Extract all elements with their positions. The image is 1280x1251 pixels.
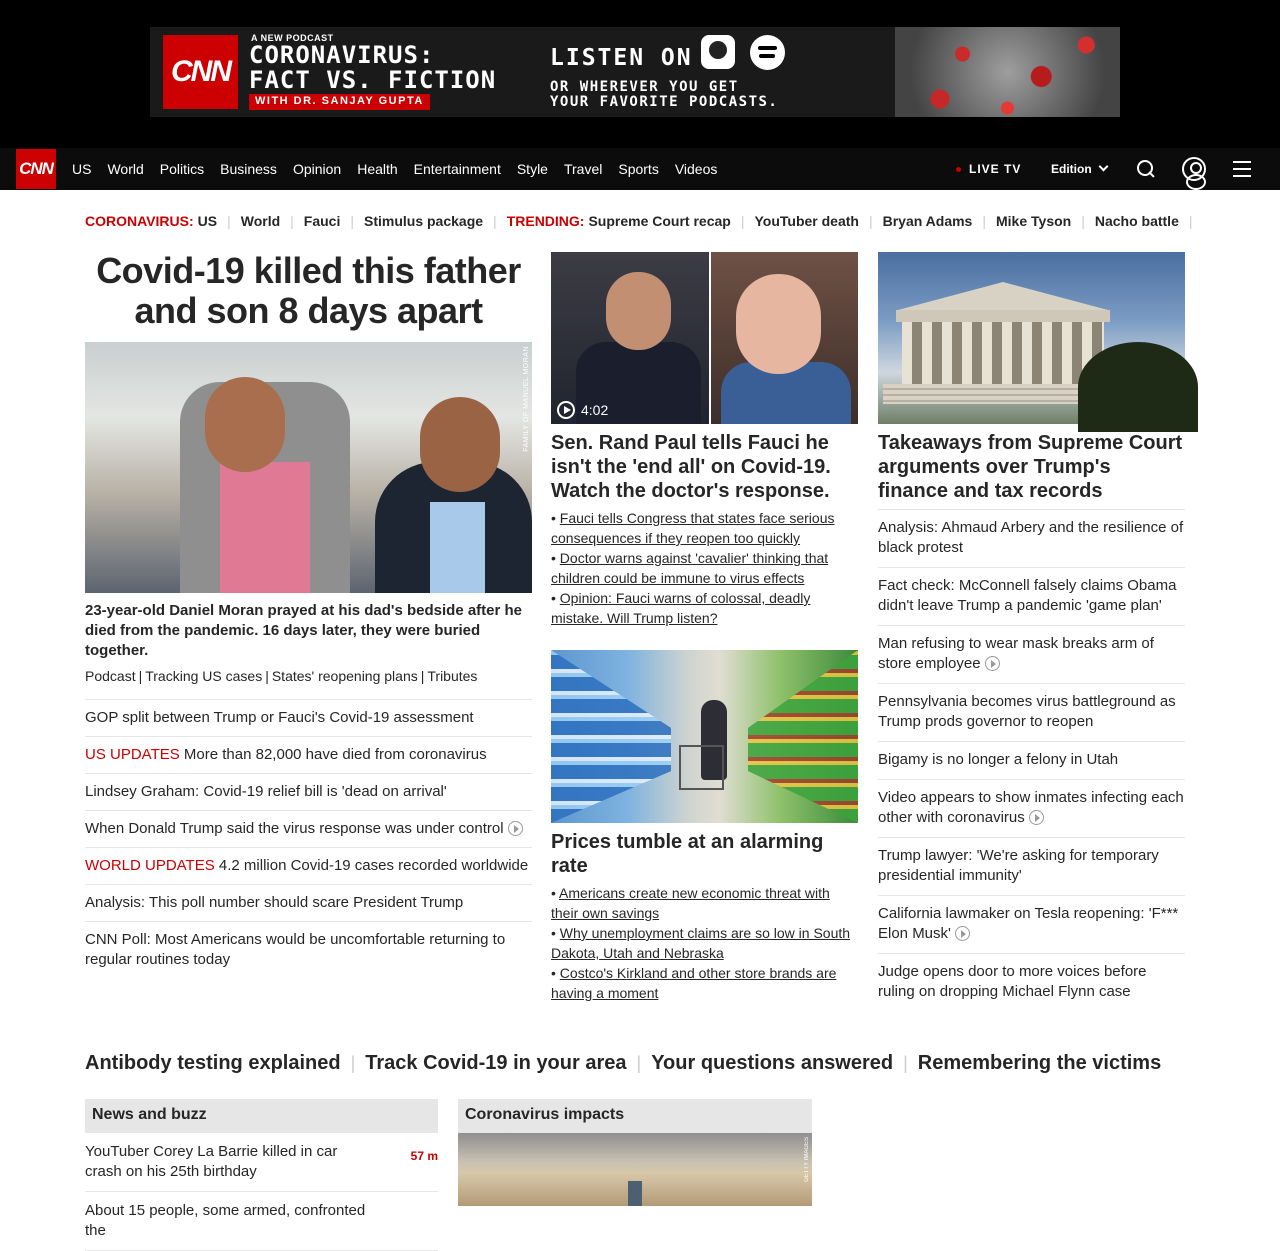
ad-sub-line1: OR WHEREVER YOU GET	[550, 79, 739, 95]
link-tracking-us-cases[interactable]: Tracking US cases	[145, 668, 263, 684]
trend-link-world[interactable]: World	[240, 213, 281, 229]
divider: |	[740, 213, 745, 229]
ad-cnn-logo: CNN	[163, 35, 238, 109]
trend-link-mike-tyson[interactable]: Mike Tyson	[996, 213, 1072, 229]
ad-kicker: A NEW PODCAST	[251, 33, 334, 43]
trend-link-nacho-battle[interactable]: Nacho battle	[1094, 213, 1179, 229]
bullet-link[interactable]: • Americans create new economic threat with their own savings	[551, 885, 830, 921]
divider: |	[982, 213, 986, 229]
video-play-icon	[508, 821, 523, 836]
ad-virus-image	[895, 27, 1120, 117]
nav-link-us[interactable]: US	[72, 161, 92, 177]
strip-link-track[interactable]: Track Covid-19 in your area	[365, 1051, 627, 1074]
list-item[interactable]: YouTuber Corey La Barrie killed in car crash on his 25th birthday 57 m	[85, 1133, 438, 1192]
lead-subhead[interactable]: 23-year-old Daniel Moran prayed at his dad's bedside after he died from the pandemic. 16 days later, they were buried together.	[85, 602, 523, 659]
divider: |	[290, 213, 294, 229]
covid-links-strip: Antibody testing explained | Track Covid-19 in your area | Your questions answered | Remembering the victims	[85, 1051, 1162, 1074]
supreme-court-headline[interactable]: Takeaways from Supreme Court arguments over Trump's finance and tax records	[878, 432, 1183, 502]
nav-link-travel[interactable]: Travel	[563, 161, 603, 177]
lead-story-list	[85, 699, 532, 978]
rand-paul-fauci-video[interactable]	[551, 252, 858, 424]
strip-link-victims[interactable]: Remembering the victims	[917, 1051, 1162, 1074]
trend-link-youtuber[interactable]: YouTuber death	[754, 213, 859, 229]
ad-sub-line2: YOUR FAVORITE PODCASTS.	[550, 94, 779, 110]
list-item[interactable]: California lawmaker on Tesla reopening: 'F*** Elon Musk'	[878, 895, 1185, 953]
list-item[interactable]: WORLD UPDATES 4.2 million Covid-19 cases recorded worldwide	[85, 847, 532, 884]
nav-link-world[interactable]: World	[107, 161, 144, 177]
nav-link-entertainment[interactable]: Entertainment	[413, 161, 501, 177]
list-item[interactable]: Analysis: This poll number should scare President Trump	[85, 884, 532, 921]
live-dot-icon	[956, 167, 961, 172]
list-item[interactable]: Analysis: Ahmaud Arbery and the resilience of black protest	[878, 509, 1185, 567]
spotify-icon	[750, 35, 785, 70]
video-play-icon	[985, 656, 1000, 671]
rand-paul-headline[interactable]: Sen. Rand Paul tells Fauci he isn't the 'end all' on Covid-19. Watch the doctor's response.	[551, 432, 831, 502]
list-item[interactable]: When Donald Trump said the virus response was under control	[85, 810, 532, 847]
lead-image[interactable]	[85, 342, 532, 593]
nav-link-opinion[interactable]: Opinion	[292, 161, 342, 177]
live-tv-button[interactable]	[956, 162, 1021, 176]
nav-link-health[interactable]: Health	[357, 161, 398, 177]
ad-host: WITH DR. SANJAY GUPTA	[249, 94, 430, 110]
list-item[interactable]: US UPDATES More than 82,000 have died from coronavirus	[85, 736, 532, 773]
nav-links	[72, 148, 733, 190]
strip-link-questions[interactable]: Your questions answered	[651, 1051, 894, 1074]
cnn-logo[interactable]: CNN	[16, 149, 56, 189]
divider: |	[493, 213, 497, 229]
link-podcast[interactable]: Podcast	[85, 668, 136, 684]
image-credit: FAMILY OF MANUEL MORAN	[523, 346, 530, 452]
trend-link-supreme-court[interactable]: Supreme Court recap	[588, 213, 731, 229]
coronavirus-impacts-image[interactable]	[458, 1133, 812, 1206]
nav-link-style[interactable]: Style	[516, 161, 548, 177]
timestamp: 57 m	[410, 1149, 438, 1163]
world-updates-kicker: WORLD UPDATES	[85, 857, 215, 874]
bullet-link[interactable]: • Costco's Kirkland and other store brands are having a moment	[551, 965, 837, 1001]
list-item[interactable]: GOP split between Trump or Fauci's Covid-19 assessment	[85, 699, 532, 736]
list-item[interactable]: Pennsylvania becomes virus battleground as Trump prods governor to reopen	[878, 683, 1185, 741]
divider: |	[227, 213, 231, 229]
supreme-court-image[interactable]	[878, 252, 1185, 424]
video-duration-badge: 4:02	[557, 401, 608, 419]
col3-story-list	[878, 509, 1185, 1011]
lead-headline[interactable]: Covid-19 killed this father and son 8 days apart	[96, 250, 521, 331]
image-credit: GETTY IMAGES	[804, 1137, 810, 1182]
list-item[interactable]: Trump lawyer: 'We're asking for temporary presidential immunity'	[878, 837, 1185, 895]
rand-paul-bullets	[551, 508, 858, 628]
link-reopening-plans[interactable]: States' reopening plans	[271, 668, 418, 684]
list-item[interactable]: Video appears to show inmates infecting each other with coronavirus	[878, 779, 1185, 837]
strip-link-antibody[interactable]: Antibody testing explained	[85, 1051, 341, 1074]
edition-label: Edition	[1051, 162, 1092, 176]
chevron-down-icon	[1098, 162, 1108, 172]
apple-podcasts-icon	[701, 35, 735, 69]
list-item[interactable]: Lindsey Graham: Covid-19 relief bill is 'dead on arrival'	[85, 773, 532, 810]
lead-related-links: Podcast | Tracking US cases | States' reopening plans | Tributes	[85, 668, 478, 684]
news-and-buzz-list	[85, 1133, 438, 1251]
divider: |	[1188, 213, 1193, 229]
video-play-icon	[1029, 810, 1044, 825]
ad-title-line2: FACT VS. FICTION	[249, 66, 497, 94]
trending-label: TRENDING:	[506, 213, 585, 229]
divider: |	[1081, 213, 1085, 229]
us-updates-kicker: US UPDATES	[85, 746, 180, 763]
nav-link-sports[interactable]: Sports	[618, 161, 659, 177]
list-item[interactable]: Fact check: McConnell falsely claims Obama didn't leave Trump a pandemic 'game plan'	[878, 567, 1185, 625]
trending-bar	[85, 211, 1203, 231]
list-item[interactable]: Bigamy is no longer a felony in Utah	[878, 741, 1185, 779]
edition-dropdown[interactable]	[1051, 162, 1107, 176]
bullet-link[interactable]: • Doctor warns against 'cavalier' thinking that children could be immune to virus effects	[551, 550, 829, 586]
trend-link-us[interactable]: US	[197, 213, 218, 229]
search-icon[interactable]	[1137, 160, 1155, 178]
ad-listen-on: LISTEN ON	[550, 45, 693, 71]
ad-title-line1: CORONAVIRUS:	[249, 41, 435, 69]
list-item[interactable]: About 15 people, some armed, confronted the	[85, 1192, 438, 1251]
trend-link-bryan-adams[interactable]: Bryan Adams	[882, 213, 973, 229]
bullet-link[interactable]: • Fauci tells Congress that states face serious consequences if they reopen too quickly	[551, 510, 835, 546]
trend-link-fauci[interactable]: Fauci	[303, 213, 341, 229]
bullet-link[interactable]: • Why unemployment claims are so low in South Dakota, Utah and Nebraska	[551, 925, 851, 961]
coronavirus-label: CORONAVIRUS:	[85, 213, 194, 229]
list-item[interactable]: Judge opens door to more voices before ruling on dropping Michael Flynn case	[878, 953, 1185, 1011]
grocery-aisle-image[interactable]	[551, 650, 858, 823]
nav-link-politics[interactable]: Politics	[159, 161, 205, 177]
top-nav	[0, 148, 1280, 190]
list-item[interactable]: CNN Poll: Most Americans would be uncomfortable returning to regular routines today	[85, 921, 532, 978]
coronavirus-impacts-header: Coronavirus impacts	[458, 1099, 812, 1133]
ad-banner-area	[0, 0, 1280, 148]
divider: |	[350, 213, 354, 229]
list-item[interactable]: Man refusing to wear mask breaks arm of store employee	[878, 625, 1185, 683]
play-icon	[557, 401, 575, 419]
trend-link-stimulus[interactable]: Stimulus package	[364, 213, 484, 229]
live-tv-label: LIVE TV	[969, 162, 1022, 176]
nav-link-videos[interactable]: Videos	[674, 161, 718, 177]
link-tributes[interactable]: Tributes	[427, 668, 478, 684]
hamburger-menu-icon[interactable]	[1233, 161, 1251, 177]
prices-headline[interactable]: Prices tumble at an alarming rate	[551, 831, 824, 877]
podcast-ad[interactable]	[150, 27, 1120, 117]
user-account-icon[interactable]	[1182, 157, 1206, 181]
video-play-icon	[955, 926, 970, 941]
divider: |	[868, 213, 873, 229]
news-and-buzz-header: News and buzz	[85, 1099, 438, 1133]
nav-link-business[interactable]: Business	[220, 161, 277, 177]
bullet-link[interactable]: • Opinion: Fauci warns of colossal, deadly mistake. Will Trump listen?	[551, 590, 811, 626]
prices-bullets	[551, 883, 858, 1003]
